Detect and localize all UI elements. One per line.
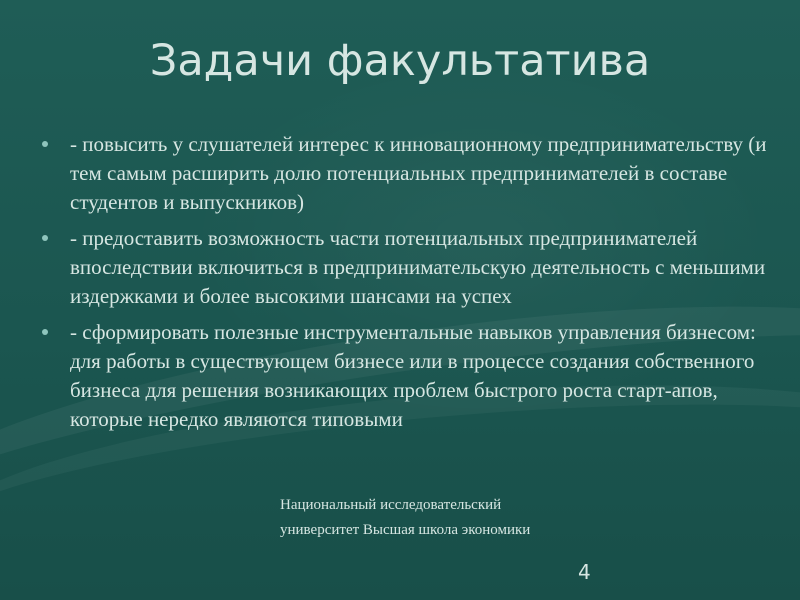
page-number: 4 [578, 560, 591, 584]
bullet-dot-icon [42, 141, 48, 147]
bullet-item [40, 318, 770, 434]
bullet-text: - сформировать полезные инструментальные навыков управления бизнесом: для работы в существующем бизнесе или в процессе создания собственного бизнеса для решения возникающих проблем быстрого роста старт-апов, которые нередко являются типовыми [70, 320, 756, 431]
footer-university-name: Национальный исследовательский университет Высшая школа экономики [280, 497, 531, 538]
bullet-dot-icon [42, 235, 48, 241]
bullet-list [40, 130, 770, 441]
slide-title: Задачи факультатива [149, 36, 651, 86]
bullet-item [40, 224, 770, 311]
bullet-text: - повысить у слушателей интерес к инновационному предпринимательству (и тем самым расширить долю потенциальных предпринимателей в составе студентов и выпускников) [70, 132, 767, 214]
bullet-item [40, 130, 770, 217]
bullet-dot-icon [42, 329, 48, 335]
bullet-text: - предоставить возможность части потенциальных предпринимателей впоследствии включиться в предпринимательскую деятельность с меньшими издержками и более высокими шансами на успех [70, 226, 766, 308]
